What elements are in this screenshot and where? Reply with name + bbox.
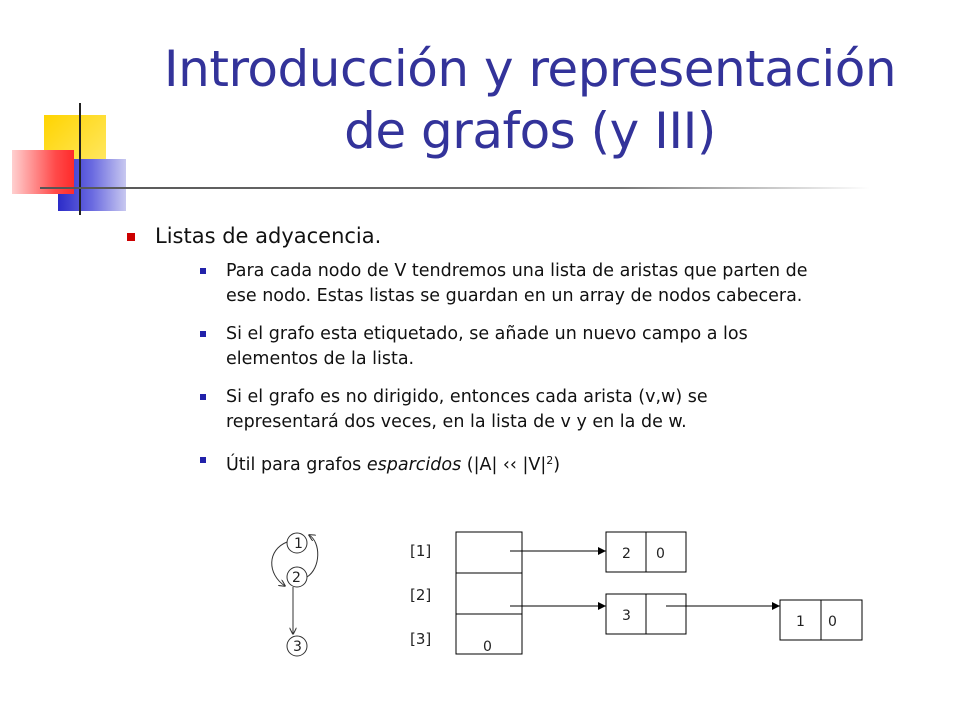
sparse-italic: esparcidos [366,455,462,475]
sub-bullet-item-2 [226,322,946,372]
list-node-value: 1 [796,614,805,630]
adjacency-list-diagram [400,520,880,670]
sparse-prefix: Útil para grafos [226,455,367,475]
sub-bullet-marker [200,457,206,463]
sub-bullet-item-4 [226,448,946,478]
sub-bullet-item-3 [226,385,946,435]
graph-edge-1-2 [272,542,287,586]
graph-edge-2-1 [307,535,318,577]
sub-bullet-line: representará dos veces, en la lista de v y en la de w. [226,412,687,432]
deco-vertical-line [79,103,81,215]
sparse-superscript: 2 [546,454,554,467]
index-label: [2] [410,586,432,604]
sub-bullet-line: Si el grafo es no dirigido, entonces cada arista (v,w) se [226,387,708,407]
sub-bullet-marker [200,394,206,400]
index-label: [3] [410,630,432,648]
sparse-close: ) [553,455,561,475]
graph-node-label: 3 [293,639,302,655]
sub-bullet-line: Si el grafo esta etiquetado, se añade un nuevo campo a los [226,324,748,344]
main-bullet-text: Listas de adyacencia. [155,224,382,248]
header-null-value: 0 [483,639,492,655]
graph-node-label: 1 [294,536,303,552]
sparse-suffix: (|A| ‹‹ |V| [461,455,547,475]
graph-node-label: 2 [292,570,301,586]
list-node-next: 0 [656,546,665,562]
sub-bullet-marker [200,331,206,337]
sub-bullet-marker [200,268,206,274]
header-array [456,532,522,654]
list-node-value: 3 [622,608,631,624]
index-label: [1] [410,542,432,560]
sub-bullet-line: Para cada nodo de V tendremos una lista de aristas que parten de [226,261,808,281]
main-bullet-marker [127,233,135,241]
sub-bullet-line: elementos de la lista. [226,349,415,369]
title-underline [40,187,870,189]
list-node-next: 0 [828,614,837,630]
slide-title [120,38,940,162]
title-line-2: de grafos (y III) [344,102,716,160]
graph-diagram [255,520,335,670]
sub-bullet-line: ese nodo. Estas listas se guardan en un array de nodos cabecera. [226,286,803,306]
list-node-value: 2 [622,546,631,562]
title-line-1: Introducción y representación [163,40,897,98]
main-bullet-item [155,224,381,248]
sub-bullet-item-1 [226,259,946,309]
